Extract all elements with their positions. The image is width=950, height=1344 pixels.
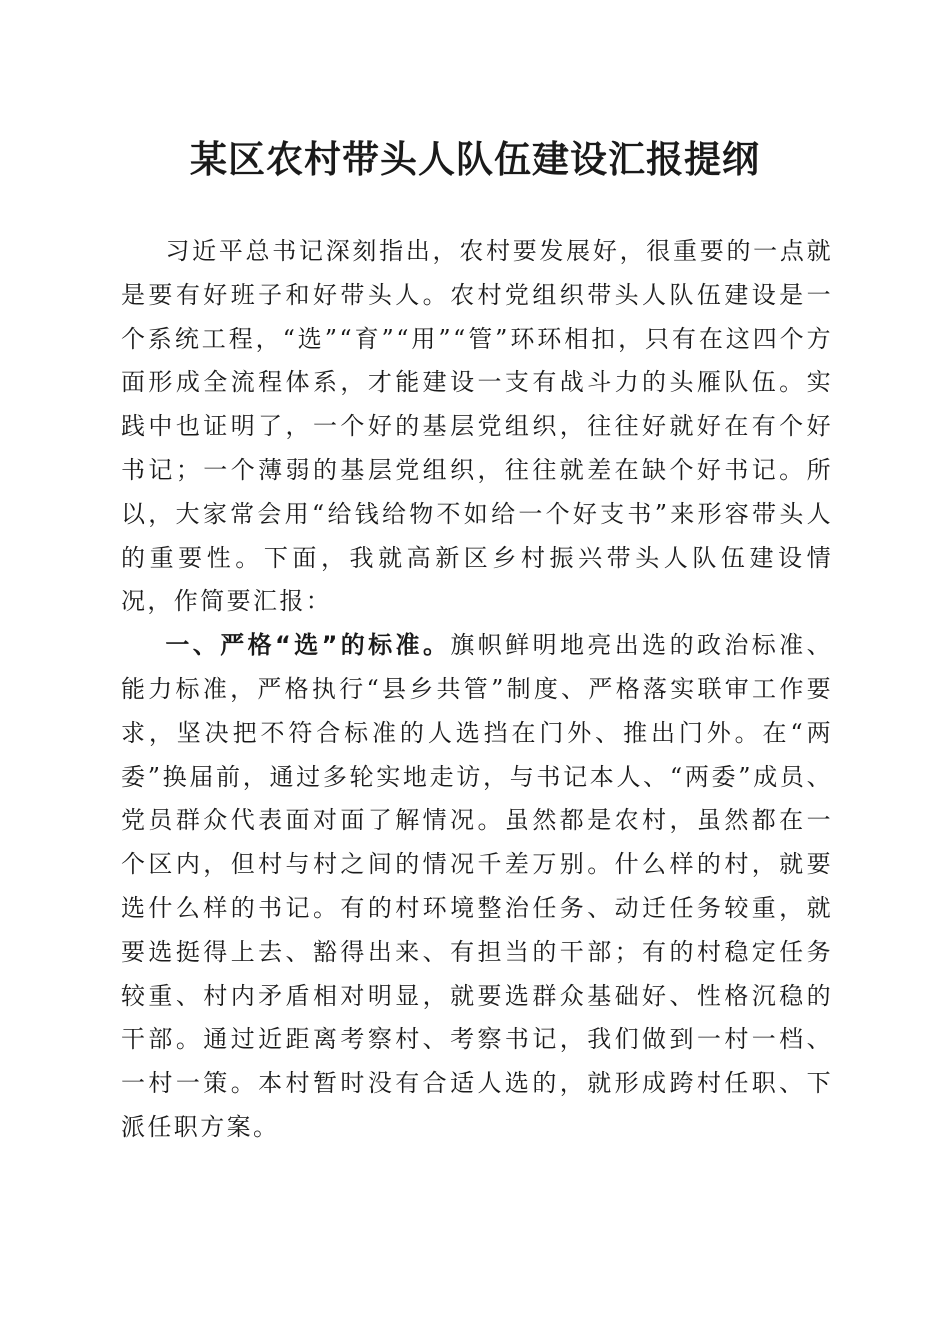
intro-paragraph <box>121 230 833 624</box>
document-title: 某区农村带头人队伍建设汇报提纲 <box>190 137 760 181</box>
section-one-text: 旗帜鲜明地亮出选的政治标准、能力标准，严格执行“县乡共管”制度、严格落实联审工作要求，坚决把不符合标准的人选挡在门外、推出门外。在“两委”换届前，通过多轮实地走访，与书记本人、“两委”成员、党员群众代表面对面了解情况。虽然都是农村，虽然都在一个区内，但村与村之间的情况千差万别。什么样的村，就要选什么样的书记。有的村环境整治任务、动迁任务较重，就要选挺得上去、豁得出来、有担当的干部；有的村稳定任务较重、村内矛盾相对明显，就要选群众基础好、性格沉稳的干部。通过近距离考察村、考察书记，我们做到一村一档、一村一策。本村暂时没有合适人选的，就形成跨村任职、下派任职方案。 <box>121 631 833 1141</box>
section-one-paragraph <box>121 624 833 1150</box>
intro-paragraph-text: 习近平总书记深刻指出，农村要发展好，很重要的一点就是要有好班子和好带头人。农村党组织带头人队伍建设是一个系统工程，“选”“育”“用”“管”环环相扣，只有在这四个方面形成全流程体系，才能建设一支有战斗力的头雁队伍。实践中也证明了，一个好的基层党组织，往往好就好在有个好书记；一个薄弱的基层党组织，往往就差在缺个好书记。所以，大家常会用“给钱给物不如给一个好支书”来形容带头人的重要性。下面，我就高新区乡村振兴带头人队伍建设情况，作简要汇报： <box>121 237 833 616</box>
section-one-heading: 一、严格“选”的标准。 <box>165 631 451 660</box>
document-body <box>121 230 833 1150</box>
